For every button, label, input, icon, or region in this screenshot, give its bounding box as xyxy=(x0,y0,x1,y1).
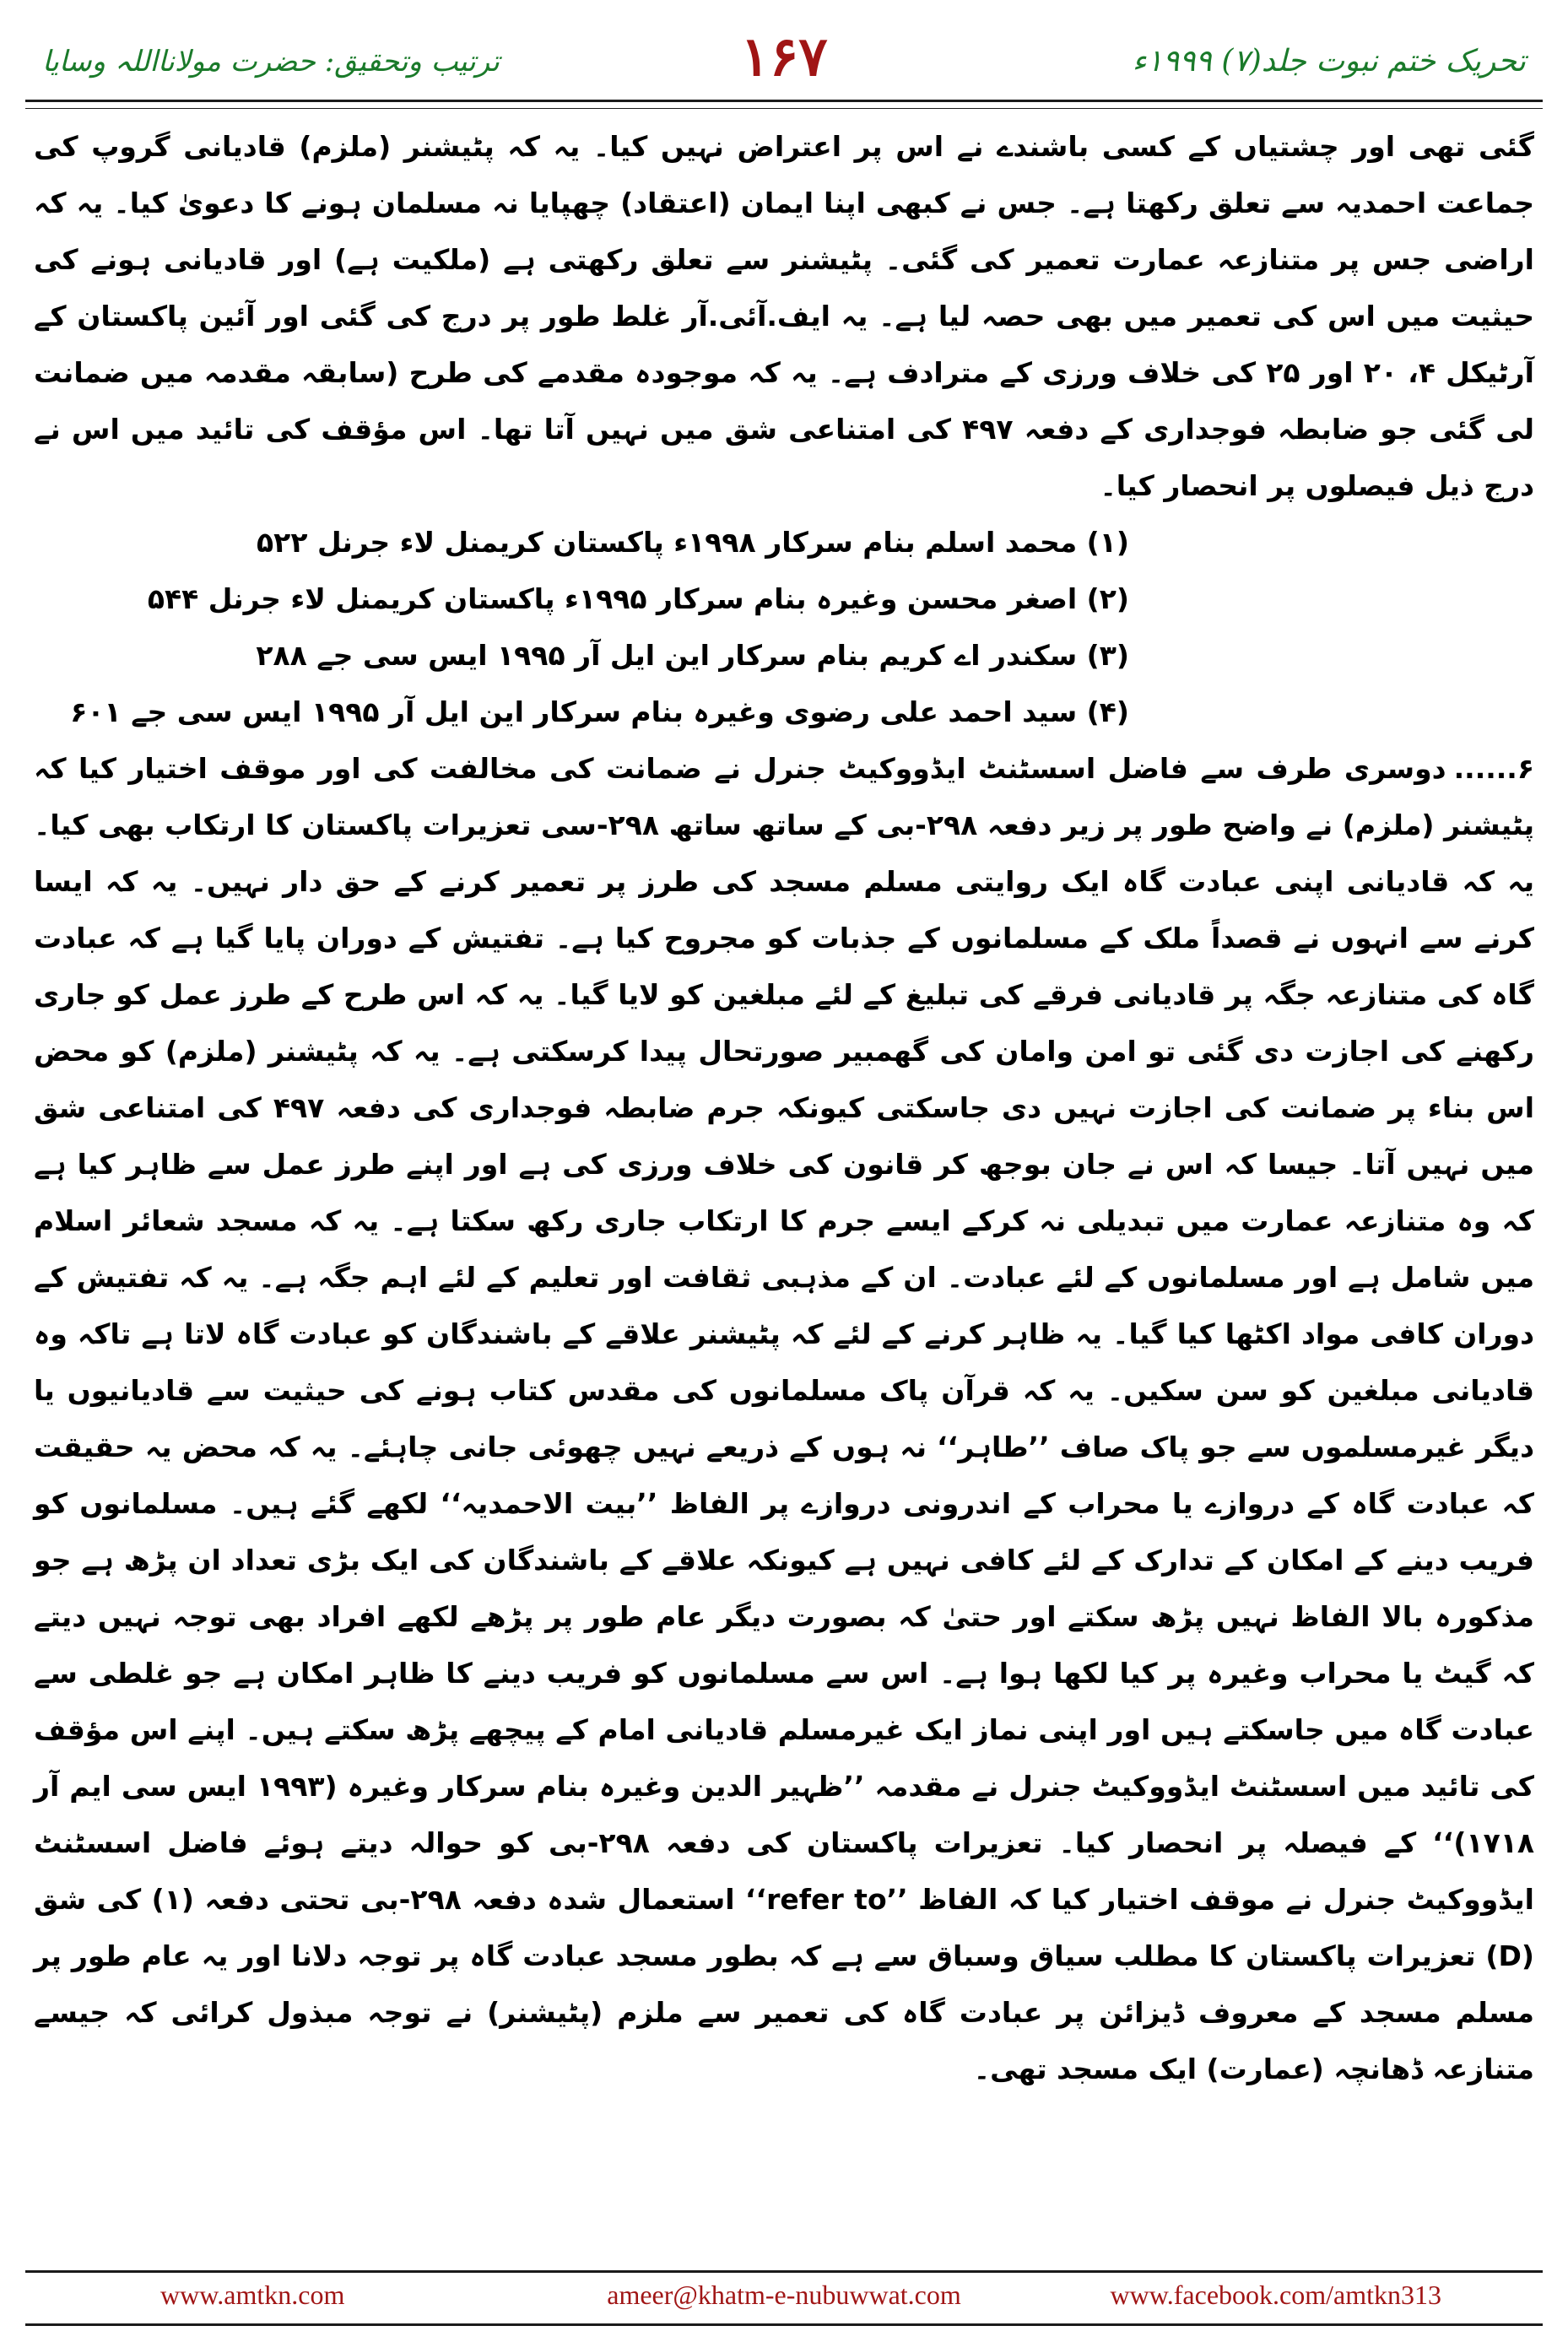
paragraph-6 xyxy=(34,740,1534,2097)
page-number: ۱۶۷ xyxy=(740,25,828,89)
page-header xyxy=(25,25,1543,101)
citation-item: (۲) اصغر محسن وغیرہ بنام سرکار ۱۹۹۵ء پاکستان کریمنل لاء جرنل ۵۴۴ xyxy=(147,582,1129,615)
page-body xyxy=(34,118,1534,2097)
email-link[interactable]: ameer@khatm-e-nubuwwat.com xyxy=(607,2280,961,2310)
header-rule xyxy=(25,100,1543,102)
book-title: تحریک ختم نبوت جلد(۷) ۱۹۹۹ء xyxy=(1132,44,1526,78)
citation-list xyxy=(34,514,1534,740)
citation-item: (۳) سکندر اے کریم بنام سرکار این ایل آر ۱۹۹۵ ایس سی جے ۲۸۸ xyxy=(256,639,1129,672)
header-rule-thin xyxy=(25,108,1543,109)
paragraph-number: ۶...... xyxy=(1453,752,1534,785)
citation-item: (۱) محمد اسلم بنام سرکار ۱۹۹۸ء پاکستان کریمنل لاء جرنل ۵۲۲ xyxy=(257,526,1129,559)
page-footer xyxy=(25,2270,1543,2326)
facebook-link[interactable]: www.facebook.com/amtkn313 xyxy=(1110,2280,1441,2310)
citation-item: (۴) سید احمد علی رضوی وغیرہ بنام سرکار این ایل آر ۱۹۹۵ ایس سی جے ۶۰۱ xyxy=(70,695,1129,728)
paragraph-continued: گئی تھی اور چشتیاں کے کسی باشندے نے اس پر اعتراض نہیں کیا۔ یہ کہ پٹیشنر (ملزم) قادیانی گروپ کی جماعت احمدیہ سے تعلق رکھتا ہے۔ جس نے کبھی اپنا ایمان (اعتقاد) چھپایا نہ مسلمان ہونے کا دعویٰ کیا۔ یہ کہ اراضی جس پر متنازعہ عمارت تعمیر کی گئی۔ پٹیشنر سے تعلق رکھتی ہے (ملکیت ہے) اور قادیانی ہونے کی حیثیت میں اس کی تعمیر میں بھی حصہ لیا ہے۔ یہ ایف.آئی.آر غلط طور پر درج کی گئی اور آئین پاکستان کے آرٹیکل ۴، ۲۰ اور ۲۵ کی خلاف ورزی کے مترادف ہے۔ یہ کہ موجودہ مقدمے کی طرح (سابقہ مقدمہ میں ضمانت لی گئی جو ضابطہ فوجداری کے دفعہ ۴۹۷ کی امتناعی شق میں نہیں آتا تھا۔ اس مؤقف کی تائید میں اس نے درج ذیل فیصلوں پر انحصار کیا۔ xyxy=(34,130,1534,502)
compiler-credit: ترتیب وتحقیق: حضرت مولانااللہ وسایا xyxy=(42,45,500,78)
website-link[interactable]: www.amtkn.com xyxy=(160,2280,345,2310)
paragraph-6-text: دوسری طرف سے فاضل اسسٹنٹ ایڈووکیٹ جنرل نے ضمانت کی مخالفت کی اور موقف اختیار کیا کہ پٹیشنر (ملزم) نے واضح طور پر زیر دفعہ ۲۹۸-بی کے ساتھ ساتھ ۲۹۸-سی تعزیرات پاکستان کا ارتکاب بھی کیا۔ یہ کہ قادیانی اپنی عبادت گاہ ایک روایتی مسلم مسجد کی طرز پر تعمیر کرنے کے حق دار نہیں۔ یہ کہ ایسا کرنے سے انہوں نے قصداً ملک کے مسلمانوں کے جذبات کو مجروح کیا ہے۔ تفتیش کے دوران پایا گیا ہے کہ عبادت گاہ کی متنازعہ جگہ پر قادیانی فرقے کی تبلیغ کے لئے مبلغین کو لایا گیا۔ یہ کہ اس طرح کے طرز عمل کو جاری رکھنے کی اجازت دی گئی تو امن وامان کی گھمبیر صورتحال پیدا کرسکتی ہے۔ یہ کہ پٹیشنر (ملزم) کو محض اس بناء پر ضمانت کی اجازت نہیں دی جاسکتی کیونکہ جرم ضابطہ فوجداری کی دفعہ ۴۹۷ کی امتناعی شق میں نہیں آتا۔ جیسا کہ اس نے جان بوجھ کر قانون کی خلاف ورزی کی ہے اور اپنے طرز عمل سے ظاہر کیا ہے کہ وہ متنازعہ عمارت میں تبدیلی نہ کرکے ایسے جرم کا ارتکاب جاری رکھ سکتا ہے۔ یہ کہ مسجد شعائر اسلام میں شامل ہے اور مسلمانوں کے لئے عبادت۔ ان کے مذہبی ثقافت اور تعلیم کے لئے اہم جگہ ہے۔ یہ کہ تفتیش کے دوران کافی مواد اکٹھا کیا گیا۔ یہ ظاہر کرنے کے لئے کہ پٹیشنر علاقے کے باشندگان کو عبادت گاہ لاتا ہے تاکہ وہ قادیانی مبلغین کو سن سکیں۔ یہ کہ قرآن پاک مسلمانوں کی مقدس کتاب ہونے کی حیثیت سے قادیانیوں یا دیگر غیرمسلموں سے جو پاک صاف ’’طاہر‘‘ نہ ہوں کے ذریعے نہیں چھوئی جانی چاہئے۔ یہ کہ محض یہ حقیقت کہ عبادت گاہ کے دروازے یا محراب کے اندرونی دروازے پر الفاظ ’’بیت الاحمدیہ‘‘ لکھے گئے ہیں۔ مسلمانوں کو فریب دینے کے امکان کے تدارک کے لئے کافی نہیں ہے کیونکہ علاقے کے باشندگان کی ایک بڑی تعداد ان پڑھ ہے جو مذکورہ بالا الفاظ نہیں پڑھ سکتے اور حتیٰ کہ بصورت دیگر عام طور پر پڑھے لکھے افراد بھی توجہ نہیں دیتے کہ گیٹ یا محراب وغیرہ پر کیا لکھا ہوا ہے۔ اس سے مسلمانوں کو فریب دینے کا ظاہر امکان ہے جو غلطی سے عبادت گاہ میں جاسکتے ہیں اور اپنی نماز ایک غیرمسلم قادیانی امام کے پیچھے پڑھ سکتے ہیں۔ اپنے اس مؤقف کی تائید میں اسسٹنٹ ایڈووکیٹ جنرل نے مقدمہ ’’ظہیر الدین وغیرہ بنام سرکار وغیرہ (۱۹۹۳ ایس سی ایم آر ۱۷۱۸)‘‘ کے فیصلہ پر انحصار کیا۔ تعزیرات پاکستان کی دفعہ ۲۹۸-بی کو حوالہ دیتے ہوئے فاضل اسسٹنٹ ایڈووکیٹ جنرل نے موقف اختیار کیا کہ الفاظ ’’refer to‘‘ استعمال شدہ دفعہ ۲۹۸-بی تحتی دفعہ (۱) کی شق (D) تعزیرات پاکستان کا مطلب سیاق وسباق سے ہے کہ بطور مسجد عبادت گاہ پر توجہ دلانا اور یہ عام طور پر مسلم مسجد کے معروف ڈیزائن پر عبادت گاہ کی تعمیر سے ملزم (پٹیشنر) نے توجہ مبذول کرائی کہ جیسے متنازعہ ڈھانچہ (عمارت) ایک مسجد تھی۔ xyxy=(34,752,1535,2085)
